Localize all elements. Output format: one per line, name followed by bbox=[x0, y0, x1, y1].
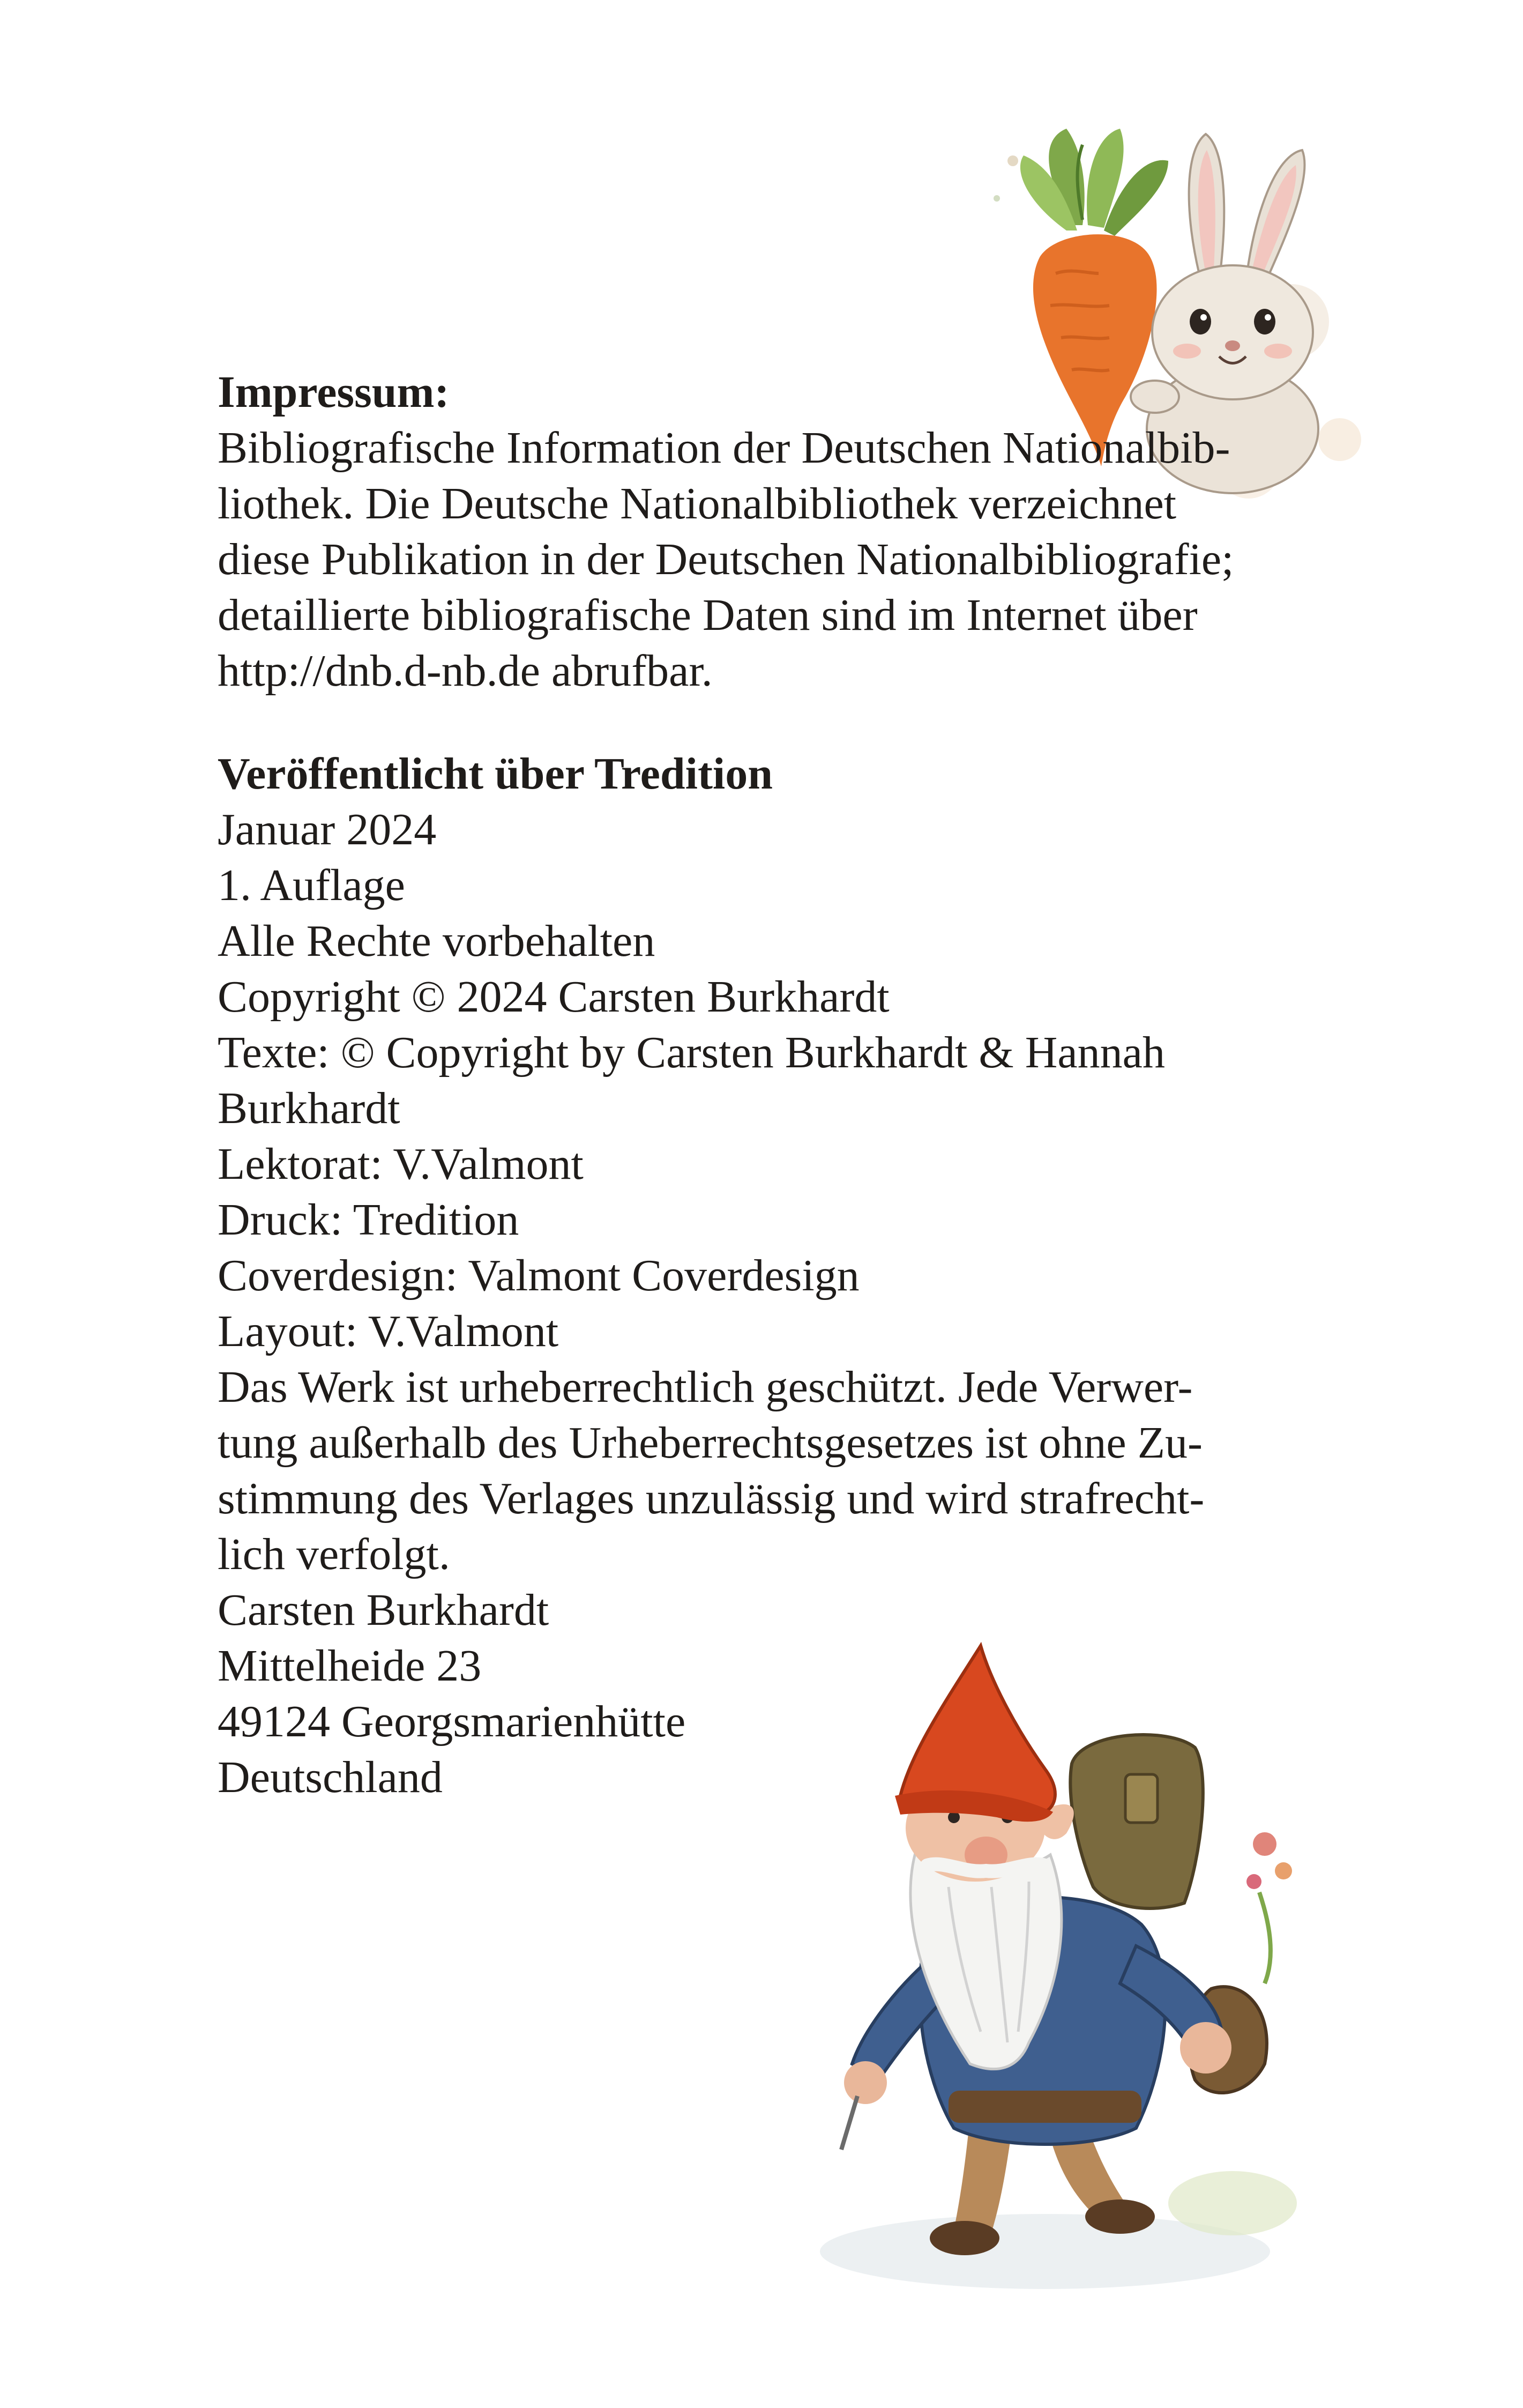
publisher-line: 1. Auflage bbox=[218, 860, 405, 910]
publisher-line: lich verfolgt. bbox=[218, 1529, 450, 1579]
publisher-line: Druck: Tredition bbox=[218, 1195, 519, 1245]
publisher-line: 49124 Georgsmarienhütte bbox=[218, 1697, 686, 1746]
publisher-line: Mittelheide 23 bbox=[218, 1641, 482, 1691]
publisher-line: Texte: © Copyright by Carsten Burkhardt & Hannah bbox=[218, 1028, 1165, 1077]
publisher-heading: Veröffentlicht über Tredition bbox=[218, 749, 773, 799]
publisher-line: Januar 2024 bbox=[218, 805, 437, 854]
publisher-line: Coverdesign: Valmont Coverdesign bbox=[218, 1251, 860, 1300]
publisher-line: stimmung des Verlages unzulässig und wird strafrecht- bbox=[218, 1474, 1205, 1523]
publisher-line: Das Werk ist urheberrechtlich geschützt. Jede Verwer- bbox=[218, 1362, 1193, 1412]
publisher-line: Burkhardt bbox=[218, 1083, 400, 1133]
impressum-heading: Impressum: bbox=[218, 367, 450, 417]
impressum-line: detaillierte bibliografische Daten sind im Internet über bbox=[218, 590, 1198, 640]
publisher-line: tung außerhalb des Urheberrechtsgesetzes ist ohne Zu- bbox=[218, 1418, 1203, 1468]
publisher-line: Lektorat: V.Valmont bbox=[218, 1139, 584, 1189]
impressum-section bbox=[218, 365, 1316, 699]
impressum-line: Bibliografische Information der Deutschen Nationalbib- bbox=[218, 423, 1230, 473]
publisher-line: Copyright © 2024 Carsten Burkhardt bbox=[218, 972, 890, 1022]
publisher-line: Carsten Burkhardt bbox=[218, 1585, 549, 1635]
publisher-line: Alle Rechte vorbehalten bbox=[218, 916, 655, 966]
publisher-line: Deutschland bbox=[218, 1752, 443, 1802]
carrot-leaves bbox=[1020, 129, 1168, 236]
publisher-line: Layout: V.Valmont bbox=[218, 1306, 559, 1356]
impressum-line: liothek. Die Deutsche Nationalbibliothek verzeichnet bbox=[218, 479, 1177, 529]
impressum-line: http://dnb.d-nb.de abrufbar. bbox=[218, 646, 713, 696]
publisher-section bbox=[218, 746, 1316, 1805]
impressum-line: diese Publikation in der Deutschen Nationalbibliografie; bbox=[218, 534, 1234, 584]
